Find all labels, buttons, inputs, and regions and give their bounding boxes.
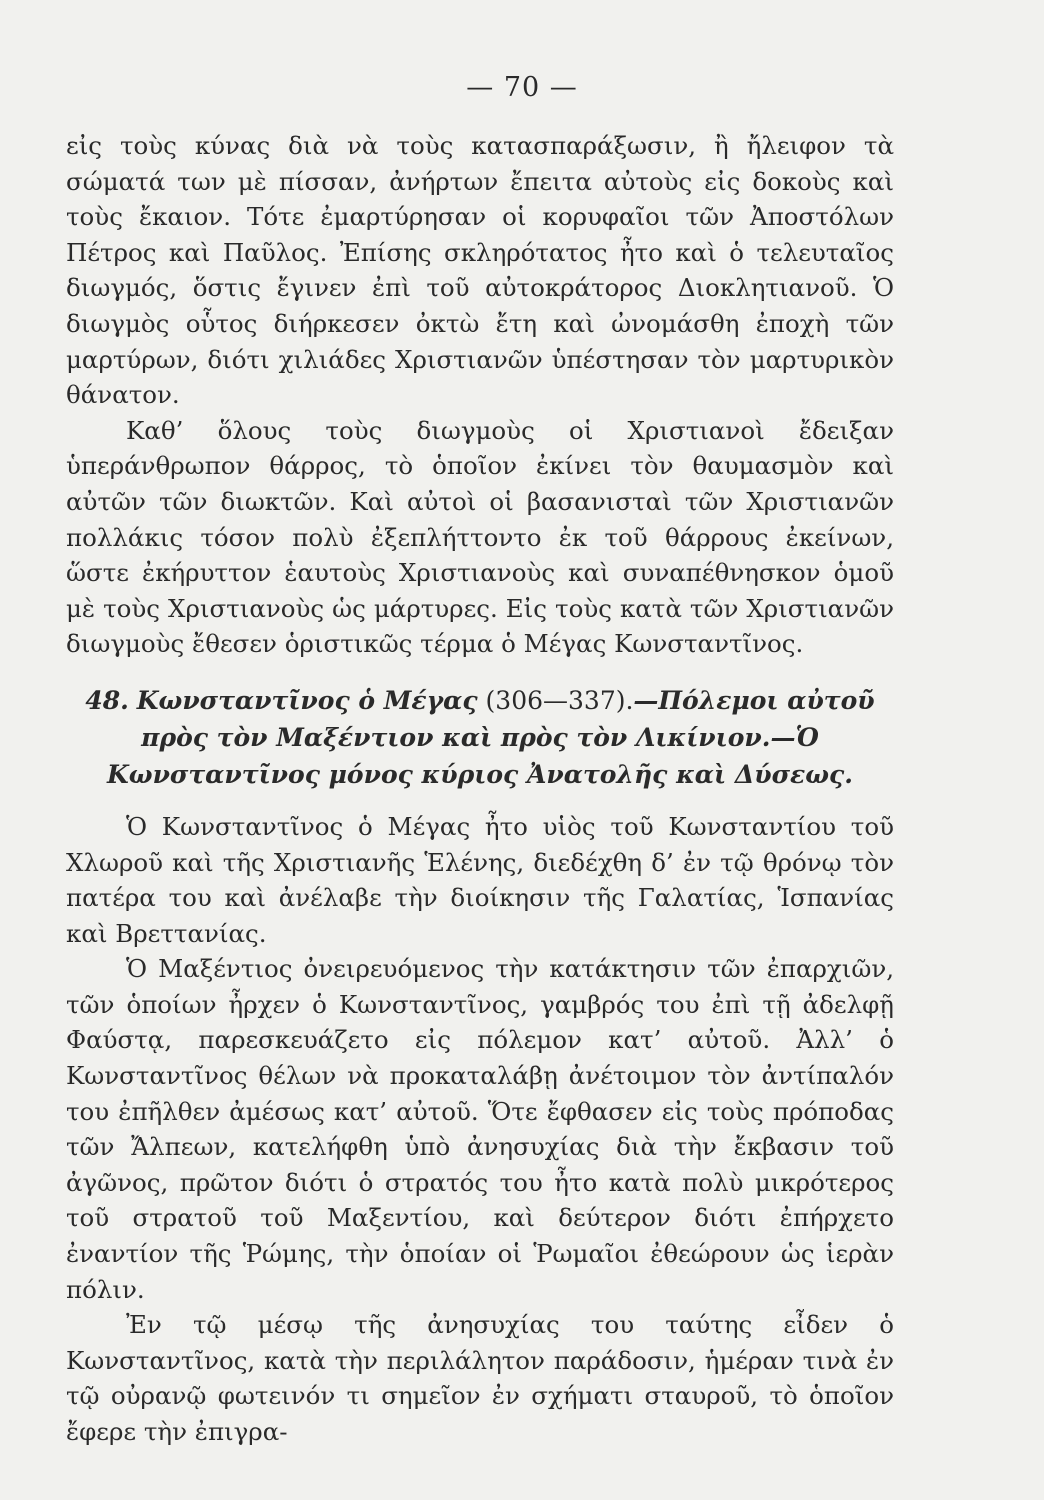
section-years: (306—337).	[485, 685, 634, 715]
section-title-part1: —Πόλεμοι αὐτοῦ πρὸς τὸν Μαξέντιον καὶ πρὸς τὸν Λικίνιον.	[141, 685, 875, 752]
body-text	[66, 128, 894, 1450]
section-title-name: Κωνσταντῖνος ὁ Μέγας	[136, 685, 478, 715]
paragraph: εἰς τοὺς κύνας διὰ νὰ τοὺς κατασπαράξωσιν, ἢ ἤλειφον τὰ σώματά των μὲ πίσσαν, ἀνήρτων ἔπειτα αὐτοὺς εἰς δοκοὺς καὶ τοὺς ἔκαιον. Τότε ἐμαρτύρησαν οἱ κορυφαῖοι τῶν Ἀποστόλων Πέτρος καὶ Παῦλος. Ἐπίσης σκληρότατος ἦτο καὶ ὁ τελευταῖος διωγμός, ὅστις ἔγινεν ἐπὶ τοῦ αὐτοκράτορος Διοκλητιανοῦ. Ὁ διωγμὸς οὗτος διήρκεσεν ὀκτὼ ἔτη καὶ ὠνομάσθη ἐποχὴ τῶν μαρτύρων, διότι χιλιάδες Χριστιανῶν ὑπέστησαν τὸν μαρτυρικὸν θάνατον.	[66, 131, 894, 410]
paragraph: Ἐν τῷ μέσῳ τῆς ἀνησυχίας του ταύτης εἶδεν ὁ Κωνσταντῖνος, κατὰ τὴν περιλάλητον παράδοσιν, ἡμέραν τινὰ ἐν τῷ οὐρανῷ φωτεινόν τι σημεῖον ἐν σχήματι σταυροῦ, τὸ ὁποῖον ἔφερε τὴν ἐπιγρα-	[66, 1310, 894, 1446]
section-heading	[66, 682, 894, 793]
paragraph: Ὁ Κωνσταντῖνος ὁ Μέγας ἦτο υἱὸς τοῦ Κωνσταντίου τοῦ Χλωροῦ καὶ τῆς Χριστιανῆς Ἑλένης, διεδέχθη δ’ ἐν τῷ θρόνῳ τὸν πατέρα του καὶ ἀνέλαβε τὴν διοίκησιν τῆς Γαλατίας, Ἱσπανίας καὶ Βρεττανίας.	[66, 811, 894, 948]
section-number: 48.	[85, 685, 129, 715]
section-title-part2: —Ὁ Κωνσταντῖνος μόνος κύριος Ἀνατολῆς καὶ Δύσεως.	[107, 722, 853, 789]
paragraph: Καθ’ ὅλους τοὺς διωγμοὺς οἱ Χριστιανοὶ ἔδειξαν ὑπεράνθρωπον θάρρος, τὸ ὁποῖον ἐκίνει τὸν θαυμασμὸν καὶ αὐτῶν τῶν διωκτῶν. Καὶ αὐτοὶ οἱ βασανισταὶ τῶν Χριστιανῶν πολλάκις τόσον πολὺ ἐξεπλήττοντο ἐκ τοῦ θάρρους ἐκείνων, ὥστε ἐκήρυττον ἑαυτοὺς Χριστιανοὺς καὶ συναπέθνησκον ὁμοῦ μὲ τοὺς Χριστιανοὺς ὡς μάρτυρες. Εἰς τοὺς κατὰ τῶν Χριστιανῶν διωγμοὺς ἔθεσεν ὁριστικῶς τέρμα ὁ Μέγας Κωνσταντῖνος.	[66, 415, 894, 659]
page-number: — 70 —	[466, 72, 578, 103]
paragraph: Ὁ Μαξέντιος ὀνειρευόμενος τὴν κατάκτησιν τῶν ἐπαρχιῶν, τῶν ὁποίων ἦρχεν ὁ Κωνσταντῖνος, γαμβρός του ἐπὶ τῇ ἀδελφῇ Φαύστᾳ, παρεσκευάζετο εἰς πόλεμον κατ’ αὐτοῦ. Ἀλλ’ ὁ Κωνσταντῖνος θέλων νὰ προκαταλάβῃ ἀνέτοιμον τὸν ἀντίπαλόν του ἐπῆλθεν ἀμέσως κατ’ αὐτοῦ. Ὅτε ἔφθασεν εἰς τοὺς πρόποδας τῶν Ἄλπεων, κατελήφθη ὑπὸ ἀνησυχίας διὰ τὴν ἔκβασιν τοῦ ἀγῶνος, πρῶτον διότι ὁ στρατός του ἦτο κατὰ πολὺ μικρότερος τοῦ στρατοῦ τοῦ Μαξεντίου, καὶ δεύτερον διότι ἐπήρχετο ἐναντίον τῆς Ῥώμης, τὴν ὁποίαν οἱ Ῥωμαῖοι ἐθεώρουν ὡς ἱερὰν πόλιν.	[66, 954, 894, 1304]
